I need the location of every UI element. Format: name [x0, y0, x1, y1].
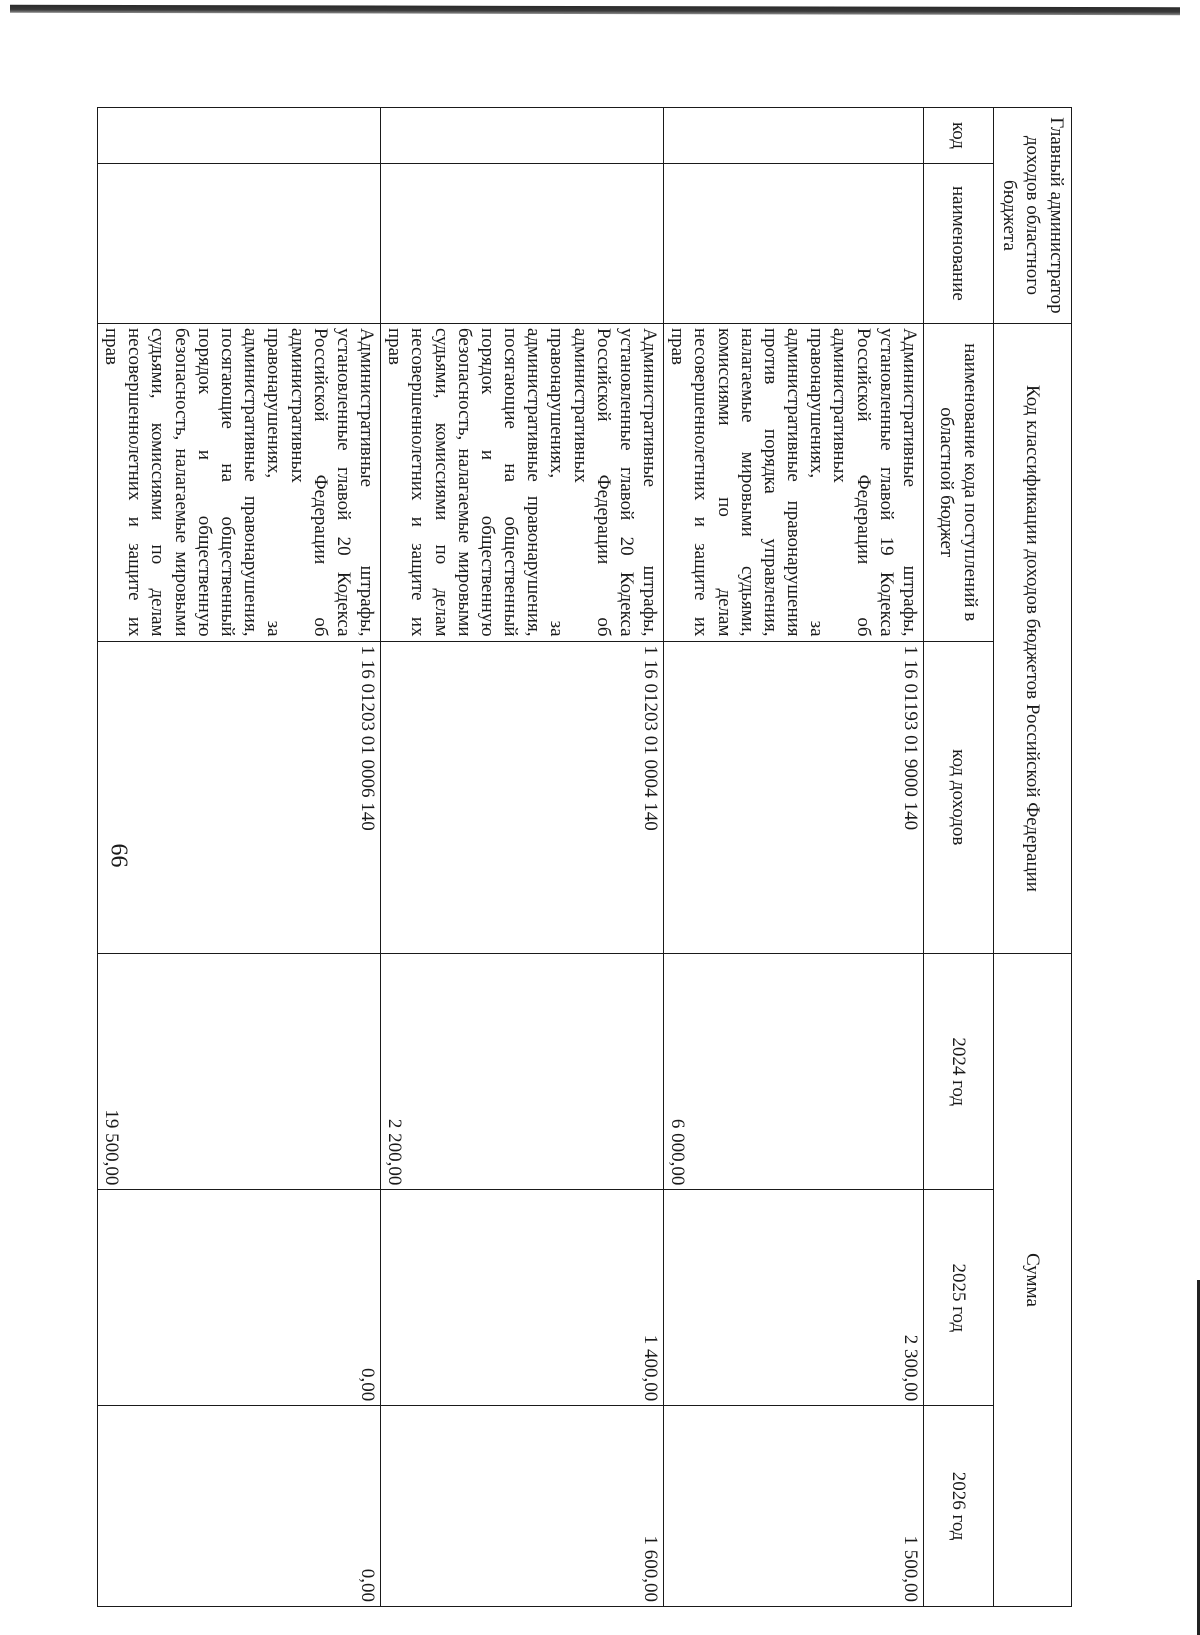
header-admin-group: Главный администратор доходов областного бюджета — [994, 108, 1072, 324]
cell-amount-2024: 2 200,00 — [381, 954, 664, 1190]
table-row — [664, 108, 924, 1607]
header-naimenovanie: наименование — [924, 163, 994, 323]
cell-amount-2026: 0,00 — [97, 1406, 380, 1607]
cell-description: Административные штрафы, установленные главой 20 Кодекса Российской Федерации об административных правонарушениях, за административные правонарушения, посягающие на общественный порядок и общественную безопасность, налагаемые мировыми судьями, комиссиями по делам несовершеннолетних и защите их прав — [97, 323, 380, 641]
revenue-table — [97, 107, 1072, 1607]
cell-amount-2024: 6 000,00 — [664, 954, 924, 1190]
cell-kod — [381, 108, 664, 164]
header-2025: 2025 год — [924, 1190, 994, 1406]
header-kod-dohodov: код доходов — [924, 641, 994, 954]
cell-description: Административные штрафы, установленные главой 19 Кодекса Российской Федерации об административных правонарушениях, за административные правонарушения против порядка управления, налагаемые мировыми судьями, комиссиями по делам несовершеннолетних и защите их прав — [664, 323, 924, 641]
cell-amount-2025: 1 400,00 — [381, 1190, 664, 1406]
header-naim-koda: наименование кода поступлений в областной бюджет — [924, 323, 994, 641]
cell-amount-2026: 1 600,00 — [381, 1406, 664, 1607]
scan-edge-top — [10, 5, 1180, 15]
cell-amount-2025: 2 300,00 — [664, 1190, 924, 1406]
cell-description: Административные штрафы, установленные главой 20 Кодекса Российской Федерации об административных правонарушениях, за административные правонарушения, посягающие на общественный порядок и общественную безопасность, налагаемые мировыми судьями, комиссиями по делам несовершеннолетних и защите их прав — [381, 323, 664, 641]
header-2024: 2024 год — [924, 954, 994, 1190]
header-sum-group: Сумма — [994, 954, 1072, 1607]
header-2026: 2026 год — [924, 1406, 994, 1607]
cell-naimenovanie — [381, 163, 664, 323]
cell-kod — [97, 108, 380, 164]
cell-income-code: 1 16 01203 01 0006 140 — [97, 641, 380, 954]
cell-kod — [664, 108, 924, 164]
table-row — [381, 108, 664, 1607]
cell-amount-2025: 0,00 — [97, 1190, 380, 1406]
cell-naimenovanie — [97, 163, 380, 323]
cell-naimenovanie — [664, 163, 924, 323]
header-kod: код — [924, 108, 994, 164]
cell-amount-2026: 1 500,00 — [664, 1406, 924, 1607]
cell-amount-2024: 19 500,00 — [97, 954, 380, 1190]
table-row — [97, 108, 380, 1607]
header-classification-group: Код классификации доходов бюджетов Российской Федерации — [994, 323, 1072, 953]
page-number: 66 — [105, 843, 132, 868]
cell-income-code: 1 16 01203 01 0004 140 — [381, 641, 664, 954]
cell-income-code: 1 16 01193 01 9000 140 — [664, 641, 924, 954]
